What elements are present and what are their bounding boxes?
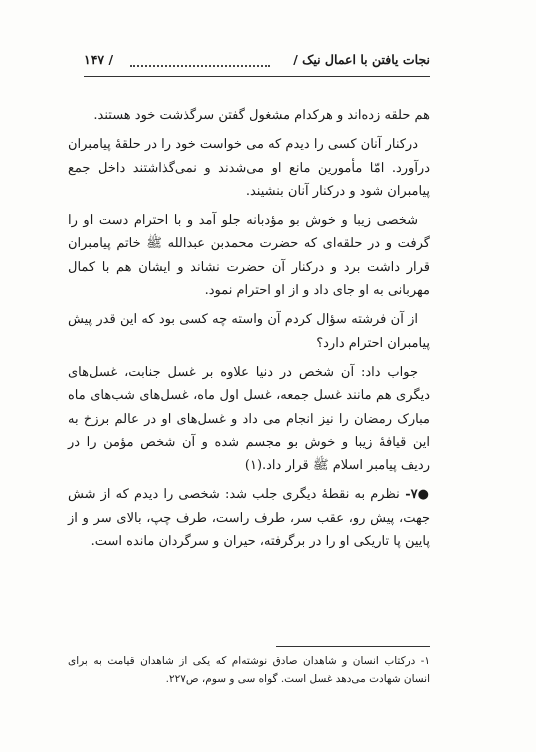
main-text xyxy=(68,104,430,559)
item-text: نظرم به نقطهٔ دیگری جلب شد: شخصی را دیدم که از شش جهت، پیش رو، عقب سر، طرف راست، طرف چپ، بالای سر و از پایین پا تاریکی او را در برگرفته، حیران و سرگردان مانده است. xyxy=(68,487,430,550)
chapter-title: نجات یافتن با اعمال نیک / xyxy=(293,52,430,67)
paragraph: شخصی زیبا و خوش بو مؤدبانه جلو آمد و با احترام دست او را گرفت و در حلقه‌ای که حضرت محمدبن عبدالله ﷺ خاتم پیامبران قرار داشت برد و درکنار آن حضرت نشاند و ایشان هم با کمال مهربانی به او جای داد و از او احترام نمود. xyxy=(68,213,430,299)
numbered-item xyxy=(68,483,430,553)
paragraph: جواب داد: آن شخص در دنیا علاوه بر غسل جنابت، غسل‌های دیگری هم مانند غسل جمعه، غسل اول ماه، غسل‌های شب‌های ماه مبارک رمضان را نیز انجام می داد و غسل‌های او در عالم برزخ به این قیافهٔ زیبا و خوش بو مجسم شده و آن شخص مؤمن را در ردیف پیامبر اسلام ﷺ قرار داد.(۱) xyxy=(68,364,430,474)
paragraph: از آن فرشته سؤال کردم آن واسته چه کسی بود که این قدر پیش پیامبران احترام دارد؟ xyxy=(68,312,430,351)
running-header xyxy=(84,52,430,74)
page-number: / ۱۴۷ xyxy=(84,52,114,67)
item-marker: ●۷- xyxy=(399,487,431,503)
header-rule xyxy=(84,76,430,77)
footnote-rule xyxy=(276,646,430,647)
paragraph: درکنار آنان کسی را دیدم که می خواست خود را در حلقهٔ پیامبران درآورد. امّا مأمورین مانع او می‌شدند و نمی‌گذاشتند داخل جمع پیامبران شود و درکنار آنان بنشیند. xyxy=(68,137,430,199)
header-dot-leader xyxy=(130,55,270,67)
paragraph: هم حلقه زده‌اند و هرکدام مشغول گفتن سرگذشت خود هستند. xyxy=(93,108,430,123)
footnote: ۱- درکتاب انسان و شاهدان صادق نوشته‌ام که یکی از شاهدان قیامت به برای انسان شهادت می‌دهد غسل است. گواه سی و سوم، ص۲۲۷. xyxy=(68,655,430,685)
